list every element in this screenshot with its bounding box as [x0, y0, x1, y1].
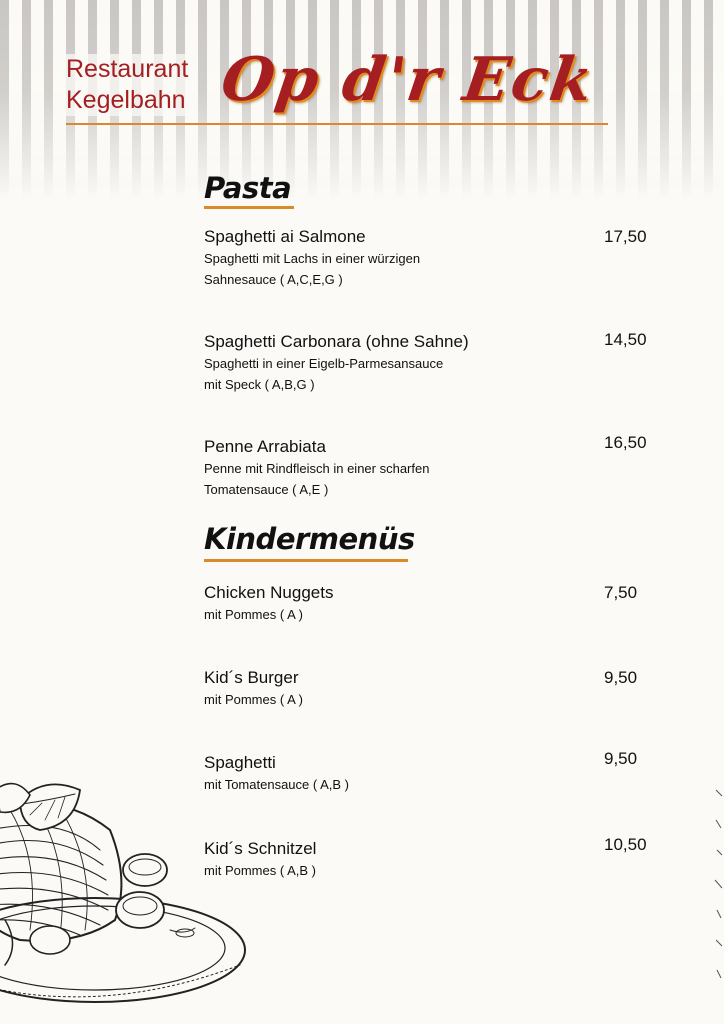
menu-item-price: 17,50 — [604, 227, 647, 246]
menu-item-desc-line: Sahnesauce ( A,C,E,G ) — [204, 272, 343, 287]
menu-item-name: Kid´s Burger — [204, 668, 299, 687]
menu-item — [204, 667, 654, 710]
menu-item-name: Kid´s Schnitzel — [204, 839, 317, 858]
menu-item — [204, 838, 654, 881]
menu-item-name: Spaghetti — [204, 753, 276, 772]
menu-item-desc-line: Spaghetti in einer Eigelb-Parmesansauce — [204, 356, 444, 371]
menu-item-desc-line: Tomatensauce ( A,E ) — [204, 482, 329, 497]
pasta-plate-sketch-icon — [0, 770, 250, 1020]
menu-item-desc-line: Spaghetti mit Lachs in einer würzigen — [204, 251, 421, 266]
menu-item-desc-line: Penne mit Rindfleisch in einer scharfen — [204, 461, 430, 476]
menu-item-price: 14,50 — [604, 330, 647, 349]
menu-item — [204, 582, 654, 625]
restaurant-subtitle — [66, 54, 192, 116]
menu-item-name: Chicken Nuggets — [204, 583, 334, 602]
section-title-pasta: Pasta — [204, 171, 292, 205]
menu-item-price: 7,50 — [604, 583, 638, 602]
menu-item-price: 9,50 — [604, 749, 638, 768]
menu-item-desc-line: mit Tomatensauce ( A,B ) — [204, 777, 349, 792]
section-underline-kindermenus — [204, 559, 408, 562]
menu-item-name: Spaghetti Carbonara (ohne Sahne) — [204, 332, 469, 351]
menu-item-name: Spaghetti ai Salmone — [204, 227, 366, 246]
menu-item-desc-line: mit Pommes ( A,B ) — [204, 863, 316, 878]
menu-item-desc-line: mit Pommes ( A ) — [204, 692, 303, 707]
menu-item-desc-line: mit Pommes ( A ) — [204, 607, 303, 622]
header-divider — [66, 123, 608, 125]
restaurant-logo-title: Op d'r Eck — [217, 45, 599, 115]
menu-item — [204, 752, 654, 795]
menu-item-desc-line: mit Speck ( A,B,G ) — [204, 377, 315, 392]
section-title-kindermenus: Kindermenüs — [204, 522, 415, 556]
menu-item-price: 16,50 — [604, 433, 647, 452]
menu-item-price: 10,50 — [604, 835, 647, 854]
scan-edge-marks — [712, 780, 724, 1000]
menu-item — [204, 331, 654, 395]
subtitle-kegelbahn: Kegelbahn — [66, 86, 186, 114]
menu-item-name: Penne Arrabiata — [204, 437, 326, 456]
subtitle-restaurant: Restaurant — [66, 55, 189, 83]
menu-item — [204, 436, 654, 500]
menu-item-price: 9,50 — [604, 668, 638, 687]
menu-item — [204, 226, 654, 290]
section-underline-pasta — [204, 206, 294, 209]
